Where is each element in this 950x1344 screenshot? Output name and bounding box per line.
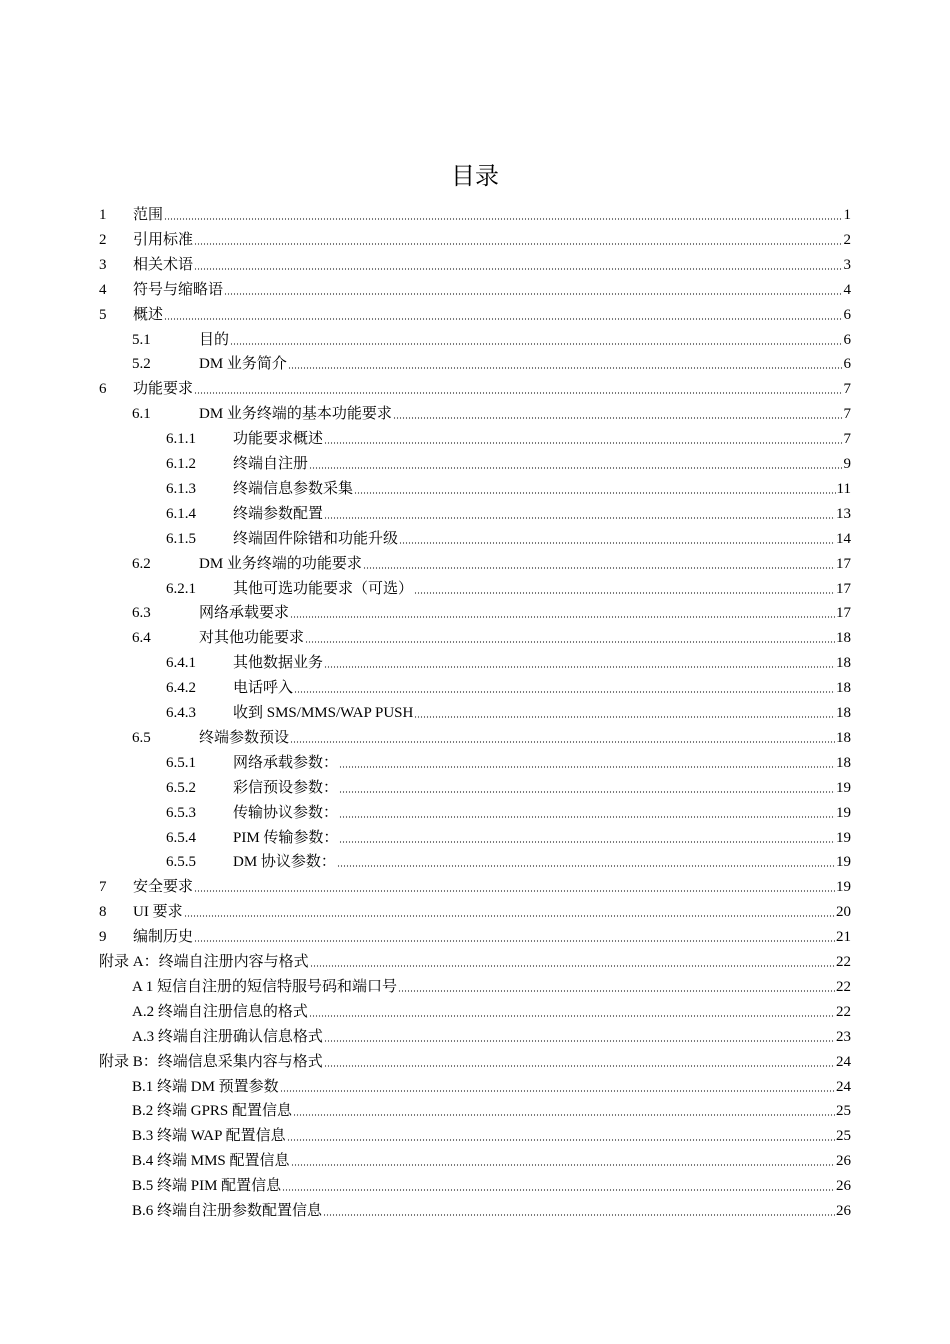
toc-entry-page-number: 25	[836, 1128, 851, 1145]
toc-entry-page-number: 26	[836, 1203, 851, 1219]
toc-entry[interactable]	[132, 1096, 851, 1121]
toc-entry-number: 4	[99, 281, 107, 298]
toc-entry-page-number: 7	[843, 381, 851, 398]
toc-entry-page-number: 19	[836, 829, 851, 846]
toc-entry-text: 概述	[133, 306, 164, 323]
toc-dot-leader	[337, 865, 835, 867]
toc-entry-text: A.3 终端自注册确认信息格式	[132, 1028, 323, 1045]
toc-entry[interactable]	[132, 1022, 851, 1047]
toc-entry-page-number: 18	[836, 705, 851, 721]
toc-dot-leader	[414, 716, 835, 718]
toc-entry-text: 终端自注册	[233, 456, 309, 472]
toc-entry-page-number: 18	[836, 630, 851, 647]
toc-entry-number: 6.4.3	[166, 705, 196, 721]
toc-entry-text: 彩信预设参数：	[233, 779, 339, 796]
toc-entry-text: 其他可选功能要求（可选）	[233, 580, 414, 597]
toc-entry[interactable]	[132, 1146, 851, 1171]
toc-entry-number: 6.5.4	[166, 829, 196, 846]
toc-entry[interactable]	[166, 847, 851, 872]
toc-dot-leader	[324, 442, 842, 444]
toc-dot-leader	[354, 492, 836, 494]
toc-entry-number: 2	[99, 231, 107, 248]
toc-entry-text: 终端参数配置	[233, 505, 324, 522]
toc-entry[interactable]	[99, 225, 851, 250]
toc-entry-number: 6.4.1	[166, 655, 196, 672]
toc-entry-text: 功能要求	[133, 381, 194, 398]
toc-entry-number: 6.1.4	[166, 505, 196, 522]
toc-entry-page-number: 18	[836, 729, 851, 746]
toc-entry-text: 附录 B：终端信息采集内容与格式	[99, 1053, 323, 1070]
toc-entry[interactable]	[166, 574, 851, 599]
toc-dot-leader	[164, 218, 842, 220]
toc-entry-text: B.2 终端 GPRS 配置信息	[132, 1103, 293, 1120]
toc-entry-text: 符号与缩略语	[133, 281, 224, 298]
toc-dot-leader	[309, 1015, 835, 1017]
toc-entry-number: 9	[99, 929, 107, 946]
toc-entry-number: 6.2	[132, 555, 151, 572]
toc-entry-text: 终端参数预设	[199, 729, 290, 746]
toc-entry-text: PIM 传输参数：	[233, 829, 339, 846]
toc-entry[interactable]	[132, 972, 851, 997]
toc-entry-page-number: 18	[836, 680, 851, 697]
toc-dot-leader	[399, 542, 835, 544]
toc-entry-page-number: 2	[843, 231, 851, 248]
toc-entry-text: B.3 终端 WAP 配置信息	[132, 1128, 286, 1145]
toc-entry[interactable]	[166, 823, 851, 848]
toc-entry[interactable]	[132, 1072, 851, 1097]
toc-entry-number: 6.5.1	[166, 754, 196, 771]
toc-dot-leader	[290, 741, 835, 743]
toc-entry-number: 3	[99, 256, 107, 273]
toc-dot-leader	[310, 965, 835, 967]
toc-entry[interactable]	[99, 200, 851, 225]
toc-entry[interactable]	[166, 424, 851, 449]
toc-entry-page-number: 17	[836, 580, 851, 597]
toc-entry-text: UI 要求	[133, 904, 183, 921]
toc-entry-page-number: 1	[843, 207, 851, 223]
toc-dot-leader	[363, 567, 835, 569]
toc-entry-number: 6.5.2	[166, 779, 196, 796]
toc-entry[interactable]	[166, 524, 851, 549]
toc-entry-text: 安全要求	[133, 879, 194, 896]
toc-dot-leader	[291, 1164, 835, 1166]
toc-entry-page-number: 7	[843, 431, 851, 448]
toc-entry[interactable]	[132, 1121, 851, 1146]
toc-entry-page-number: 22	[836, 954, 851, 970]
toc-entry[interactable]	[166, 474, 851, 499]
toc-entry[interactable]	[99, 300, 851, 325]
toc-entry-text: 引用标准	[133, 231, 194, 248]
toc-entry-number: 6.1.2	[166, 456, 196, 472]
toc-entry[interactable]	[132, 623, 851, 648]
toc-entry-text: 范围	[133, 207, 164, 223]
toc-entry-text: 编制历史	[133, 929, 194, 946]
toc-entry-text: 相关术语	[133, 256, 194, 273]
toc-entry-number: 1	[99, 207, 107, 223]
toc-dot-leader	[393, 417, 843, 419]
toc-entry-page-number: 7	[843, 406, 851, 423]
toc-entry[interactable]	[99, 275, 851, 300]
toc-dot-leader	[194, 392, 842, 394]
toc-entry-text: DM 业务终端的基本功能要求	[199, 406, 392, 423]
toc-dot-leader	[194, 890, 835, 892]
toc-entry-text: 收到 SMS/MMS/WAP PUSH	[233, 705, 414, 721]
toc-dot-leader	[194, 243, 842, 245]
toc-entry-page-number: 17	[836, 555, 851, 572]
toc-entry[interactable]	[166, 773, 851, 798]
toc-entry[interactable]	[132, 349, 851, 374]
toc-entry-text: B.6 终端自注册参数配置信息	[132, 1203, 323, 1219]
toc-entry-text: DM 协议参数：	[233, 854, 336, 871]
toc-entry-number: 5.1	[132, 331, 151, 348]
toc-entry-page-number: 4	[843, 281, 851, 298]
toc-entry[interactable]	[132, 325, 851, 350]
toc-entry[interactable]	[99, 922, 851, 947]
toc-entry-number: 6.1.1	[166, 431, 196, 448]
toc-entry-number: 6.5.5	[166, 854, 196, 871]
toc-dot-leader	[184, 915, 835, 917]
toc-dot-leader	[323, 1214, 835, 1216]
toc-entry-page-number: 26	[836, 1178, 851, 1195]
toc-dot-leader	[309, 467, 842, 469]
toc-entry-text: 附录 A：终端自注册内容与格式	[99, 954, 309, 970]
toc-entry-page-number: 6	[843, 331, 851, 348]
toc-entry-number: 6.2.1	[166, 580, 196, 597]
toc-entry-number: 6.1	[132, 406, 151, 423]
toc-dot-leader	[224, 293, 842, 295]
toc-entry-page-number: 26	[836, 1153, 851, 1170]
toc-dot-leader	[194, 268, 842, 270]
toc-dot-leader	[339, 841, 835, 843]
toc-entry-text: 网络承载要求	[199, 605, 290, 622]
toc-entry-page-number: 17	[836, 605, 851, 622]
toc-entry-page-number: 21	[836, 929, 851, 946]
toc-entry-text: 终端信息参数采集	[233, 480, 354, 497]
toc-dot-leader	[230, 343, 842, 345]
toc-entry[interactable]	[132, 997, 851, 1022]
toc-entry-text: 终端固件除错和功能升级	[233, 530, 399, 547]
toc-entry-number: 7	[99, 879, 107, 896]
toc-entry[interactable]	[99, 250, 851, 275]
toc-entry[interactable]	[132, 1196, 851, 1221]
toc-entry-text: 其他数据业务	[233, 655, 324, 672]
toc-entry-page-number: 19	[836, 879, 851, 896]
toc-entry[interactable]	[166, 499, 851, 524]
toc-entry-text: DM 业务终端的功能要求	[199, 555, 362, 572]
toc-entry[interactable]	[99, 374, 851, 399]
toc-entry-page-number: 6	[843, 356, 851, 373]
toc-entry-number: 6.4	[132, 630, 151, 647]
toc-entry-text: 网络承载参数：	[233, 754, 339, 771]
toc-entry-number: 8	[99, 904, 107, 921]
toc-entry-page-number: 22	[836, 978, 851, 995]
toc-entry-text: B.5 终端 PIM 配置信息	[132, 1178, 282, 1195]
toc-entry-page-number: 24	[836, 1078, 851, 1095]
toc-entry-page-number: 6	[843, 306, 851, 323]
toc-entry-text: A.2 终端自注册信息的格式	[132, 1003, 308, 1020]
toc-entry-page-number: 22	[836, 1003, 851, 1020]
toc-entry-text: 目的	[199, 331, 230, 348]
toc-dot-leader	[339, 766, 835, 768]
toc-entry-number: 6.1.3	[166, 480, 196, 497]
toc-entry[interactable]	[99, 872, 851, 897]
toc-entry-page-number: 25	[836, 1103, 851, 1120]
toc-entry[interactable]	[166, 798, 851, 823]
toc-dot-leader	[288, 367, 843, 369]
toc-entry-page-number: 13	[836, 505, 851, 522]
toc-entry-page-number: 23	[836, 1028, 851, 1045]
toc-entry-text: 电话呼入	[233, 680, 294, 697]
toc-entry-number: 6.1.5	[166, 530, 196, 547]
toc-dot-leader	[287, 1139, 835, 1141]
toc-entry-text: DM 业务简介	[199, 356, 287, 373]
toc-entry[interactable]	[166, 648, 851, 673]
toc-entry[interactable]	[166, 698, 851, 723]
toc-dot-leader	[324, 1065, 835, 1067]
toc-entry-page-number: 19	[836, 854, 851, 871]
toc-entry-page-number: 14	[836, 530, 851, 547]
toc-entry-number: 5.2	[132, 356, 151, 373]
toc-dot-leader	[339, 816, 835, 818]
toc-entry[interactable]	[166, 449, 851, 474]
toc-dot-leader	[324, 517, 835, 519]
toc-entry[interactable]	[132, 1171, 851, 1196]
toc-dot-leader	[164, 318, 842, 320]
toc-entry-text: 对其他功能要求	[199, 630, 305, 647]
toc-entry[interactable]	[99, 947, 851, 972]
toc-dot-leader	[293, 1114, 835, 1116]
toc-dot-leader	[282, 1189, 835, 1191]
toc-entry[interactable]	[166, 673, 851, 698]
toc-dot-leader	[194, 940, 835, 942]
toc-entry-page-number: 24	[836, 1053, 851, 1070]
toc-title: 目录	[451, 162, 499, 190]
toc-dot-leader	[294, 691, 835, 693]
toc-dot-leader	[414, 592, 835, 594]
toc-entry-number: 6	[99, 381, 107, 398]
toc-entry-page-number: 18	[836, 754, 851, 771]
toc-dot-leader	[398, 990, 835, 992]
toc-entry-page-number: 19	[836, 804, 851, 821]
toc-dot-leader	[290, 616, 835, 618]
toc-dot-leader	[324, 666, 835, 668]
toc-entry-text: 功能要求概述	[233, 431, 324, 448]
toc-entry-text: B.1 终端 DM 预置参数	[132, 1078, 279, 1095]
toc-entry[interactable]	[166, 748, 851, 773]
toc-entry-page-number: 19	[836, 779, 851, 796]
toc-dot-leader	[339, 791, 835, 793]
toc-entry[interactable]	[132, 598, 851, 623]
toc-entry-text: 传输协议参数：	[233, 804, 339, 821]
toc-entry-page-number: 9	[843, 456, 851, 472]
toc-entry[interactable]	[99, 1047, 851, 1072]
toc-entry[interactable]	[132, 399, 851, 424]
toc-entry-text: B.4 终端 MMS 配置信息	[132, 1153, 290, 1170]
toc-entry-number: 6.5.3	[166, 804, 196, 821]
toc-entry-text: A 1 短信自注册的短信特服号码和端口号	[132, 978, 398, 995]
toc-entry-page-number: 20	[836, 904, 851, 921]
toc-entry-number: 6.5	[132, 729, 151, 746]
toc-entry-page-number: 18	[836, 655, 851, 672]
toc-entry[interactable]	[132, 723, 851, 748]
toc-entry[interactable]	[99, 897, 851, 922]
toc-entry-page-number: 3	[843, 256, 851, 273]
toc-entry-number: 6.4.2	[166, 680, 196, 697]
toc-entry-number: 6.3	[132, 605, 151, 622]
toc-dot-leader	[305, 641, 835, 643]
toc-dot-leader	[324, 1040, 835, 1042]
toc-entry-number: 5	[99, 306, 107, 323]
toc-entry-page-number: 11	[836, 480, 851, 497]
toc-entry[interactable]	[132, 549, 851, 574]
toc-dot-leader	[280, 1090, 835, 1092]
